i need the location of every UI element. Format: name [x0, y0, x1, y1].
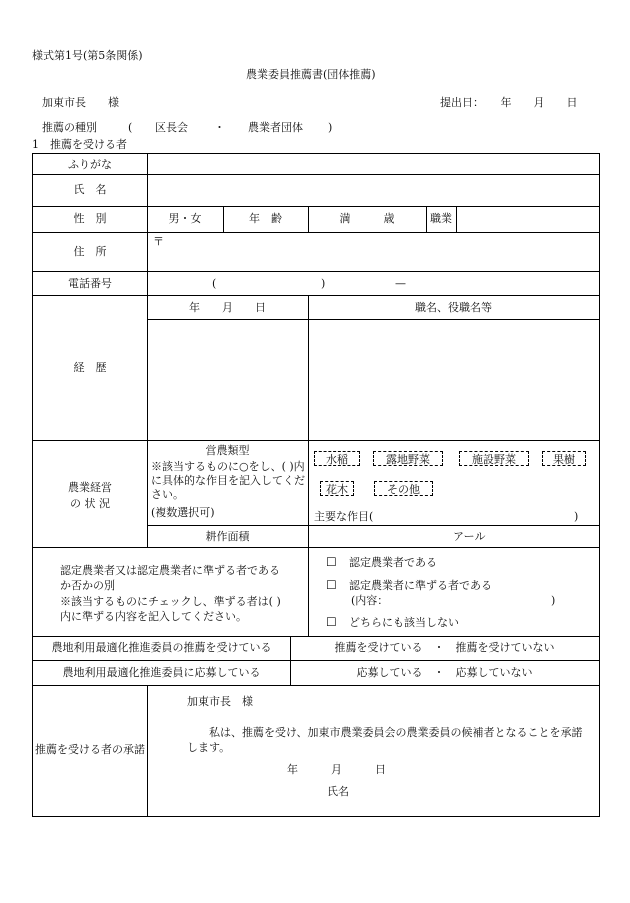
- farming-type-heading: 営農類型: [205, 444, 250, 457]
- recommend-type-separator: ・: [214, 121, 225, 134]
- recommend-type-open: (: [128, 121, 133, 134]
- equivalent-detail-field[interactable]: [398, 592, 548, 608]
- farm-type-flowering-trees[interactable]: 花木: [320, 481, 354, 496]
- recommend-type-option-ward[interactable]: 区長会: [155, 121, 188, 134]
- equivalent-detail-label: (内容：: [351, 594, 389, 607]
- consent-date[interactable]: 年 月 日: [287, 763, 386, 776]
- main-crop-label: 主要な作目(: [314, 510, 374, 523]
- recommendation-form: [32, 153, 600, 817]
- address-label: 住 所: [73, 245, 107, 258]
- history-label: 経 歴: [73, 361, 107, 374]
- consent-text: 私は、推薦を受け、加東市農業委員会の農業委員の候補者となることを承諾します。: [187, 726, 583, 754]
- equivalent-detail-close: ): [551, 594, 556, 607]
- name-field[interactable]: [149, 176, 597, 204]
- cultivated-area-label: 耕作面積: [205, 530, 250, 543]
- checkbox-certified[interactable]: ☐: [326, 555, 337, 569]
- farm-type-other[interactable]: その他: [374, 481, 433, 496]
- history-date-header: 年 月 日: [189, 301, 266, 314]
- consent-signature-label: 氏名: [327, 785, 349, 798]
- form-number: 様式第1号(第5条関係): [32, 49, 143, 62]
- history-title-header: 職名、役職名等: [415, 301, 492, 314]
- furigana-field[interactable]: [149, 156, 597, 172]
- phone-label: 電話番号: [68, 277, 112, 290]
- recommend-type-label: 推薦の種別: [42, 121, 97, 134]
- farming-status-label-2: の 状 況: [70, 497, 110, 510]
- cultivated-area-unit: アール: [453, 530, 486, 543]
- furigana-label: ふりがな: [68, 158, 112, 171]
- promotion-applied-label: 農地利用最適化推進委員に応募している: [62, 666, 261, 679]
- farm-type-greenhouse-vegetables[interactable]: 施設野菜: [459, 451, 529, 466]
- farm-type-fruit-trees[interactable]: 果樹: [542, 451, 586, 466]
- age-label: 年 齢: [249, 212, 282, 225]
- certified-question: 認定農業者又は認定農業者に準ずる者であるか否かの別: [60, 564, 280, 592]
- option-equivalent-label: 認定農業者に準ずる者である: [349, 579, 492, 592]
- recommend-type-close: ): [328, 121, 333, 134]
- address-field[interactable]: [169, 234, 597, 269]
- checkbox-neither[interactable]: ☐: [326, 615, 337, 629]
- addressee: 加東市長 様: [42, 96, 119, 109]
- phone-close-paren: ): [321, 277, 326, 290]
- farming-type-note: ※該当するものに○をし、( )内に具体的な作目を記入してください。: [151, 460, 305, 501]
- consent-signature-field[interactable]: [353, 782, 583, 800]
- occupation-label: 職業: [430, 212, 452, 225]
- phone-open-paren: (: [212, 277, 217, 290]
- gender-label: 性 別: [73, 212, 107, 225]
- consent-addressee: 加東市長 様: [187, 695, 253, 708]
- option-certified-label: 認定農業者である: [349, 556, 437, 569]
- promotion-applied-choice[interactable]: 応募している ・ 応募していない: [356, 666, 533, 679]
- postal-mark: 〒: [153, 235, 164, 248]
- recommend-type-option-farmers[interactable]: 農業者団体: [248, 121, 303, 134]
- checkbox-equivalent[interactable]: ☐: [326, 578, 337, 592]
- section-heading: 1 推薦を受ける者: [32, 138, 127, 151]
- age-value[interactable]: 満 歳: [339, 212, 395, 225]
- name-label: 氏 名: [73, 183, 107, 196]
- phone-dash: —: [395, 277, 406, 290]
- history-title-field[interactable]: [310, 321, 597, 438]
- promotion-recommended-choice[interactable]: 推薦を受けている ・ 推薦を受けていない: [334, 641, 555, 654]
- farming-status-label-1: 農業経営: [68, 481, 112, 494]
- main-crop-close-paren: ): [574, 510, 579, 523]
- farm-type-field-vegetables[interactable]: 露地野菜: [373, 451, 443, 466]
- form-title: 農業委員推薦書(団体推薦): [246, 68, 376, 81]
- option-neither-label: どちらにも該当しない: [349, 616, 459, 629]
- main-crop-field[interactable]: [385, 508, 571, 524]
- submit-date: 提出日： 年 月 日: [440, 96, 578, 109]
- certified-note: ※該当するものにチェックし、準ずる者は( )内に準ずる内容を記入してください。: [60, 595, 281, 623]
- consent-label: 推薦を受ける者の承諾: [35, 743, 145, 756]
- gender-value[interactable]: 男・女: [168, 212, 202, 225]
- phone-field[interactable]: [149, 273, 597, 293]
- occupation-field[interactable]: [458, 208, 597, 230]
- history-date-field[interactable]: [149, 321, 306, 438]
- farm-type-paddy-rice[interactable]: 水稲: [314, 451, 360, 466]
- farming-type-note-multi: (複数選択可): [151, 506, 215, 519]
- promotion-recommended-label: 農地利用最適化推進委員の推薦を受けている: [51, 641, 272, 654]
